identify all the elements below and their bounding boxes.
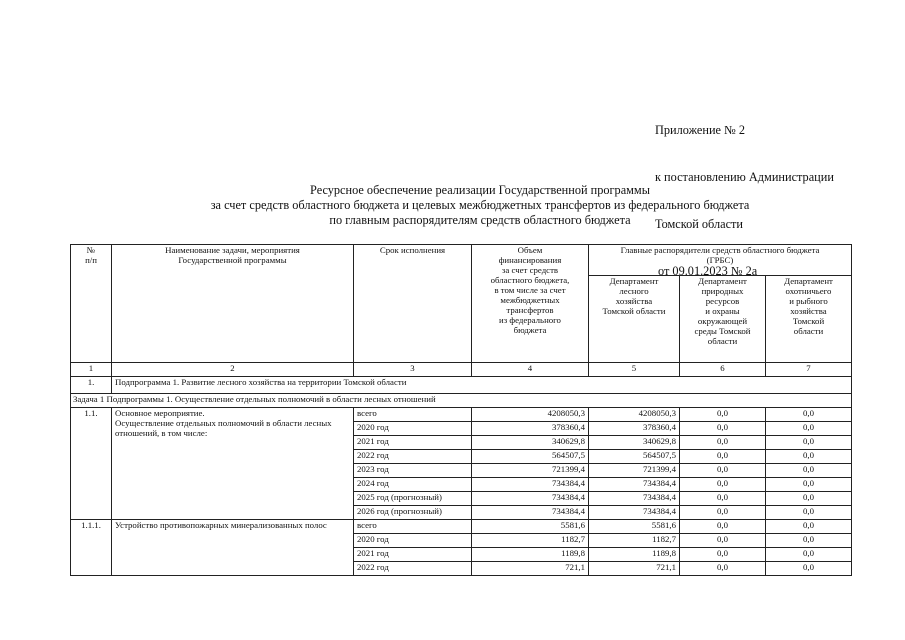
- dept-nature-cell: 0,0: [680, 478, 766, 492]
- dept-hunting-cell: 0,0: [766, 422, 852, 436]
- dept-nature-cell: 0,0: [680, 408, 766, 422]
- column-number: 4: [472, 363, 589, 377]
- subprogram-num: 1.: [71, 377, 112, 394]
- dept-forest-cell: 734384,4: [589, 478, 680, 492]
- dept-hunting-cell: 0,0: [766, 534, 852, 548]
- budget-table: [70, 244, 852, 576]
- dept-nature-cell: 0,0: [680, 492, 766, 506]
- dept-hunting-cell: 0,0: [766, 492, 852, 506]
- column-number: 6: [680, 363, 766, 377]
- dept-forest-cell: 721,1: [589, 562, 680, 576]
- dept-hunting-cell: 0,0: [766, 450, 852, 464]
- term-cell: 2022 год: [354, 450, 472, 464]
- volume-cell: 340629,8: [472, 436, 589, 450]
- dept-hunting-cell: 0,0: [766, 562, 852, 576]
- dept-nature-cell: 0,0: [680, 436, 766, 450]
- title-line-2: за счет средств областного бюджета и целевых межбюджетных трансфертов из федерального бюджета: [210, 198, 750, 212]
- dept-nature-cell: 0,0: [680, 506, 766, 520]
- table-row: [71, 408, 852, 422]
- subprogram-row: [71, 377, 852, 394]
- column-number: 1: [71, 363, 112, 377]
- term-cell: 2020 год: [354, 534, 472, 548]
- volume-cell: 564507,5: [472, 450, 589, 464]
- appendix-line-3: Томской области: [655, 216, 743, 231]
- dept-nature-cell: 0,0: [680, 548, 766, 562]
- title-line-3: по главным распорядителям средств областного бюджета: [329, 213, 631, 227]
- dept-hunting-cell: 0,0: [766, 506, 852, 520]
- column-number: 2: [112, 363, 354, 377]
- dept-forest-cell: 340629,8: [589, 436, 680, 450]
- volume-cell: 734384,4: [472, 492, 589, 506]
- dept-forest-cell: 1189,8: [589, 548, 680, 562]
- item-number: 1.1.: [71, 408, 112, 520]
- volume-cell: 734384,4: [472, 478, 589, 492]
- volume-cell: 1182,7: [472, 534, 589, 548]
- column-number: 7: [766, 363, 852, 377]
- column-number: 3: [354, 363, 472, 377]
- dept-nature-cell: 0,0: [680, 450, 766, 464]
- item-name: Устройство противопожарных минерализованных полос: [112, 520, 354, 576]
- dept-nature-cell: 0,0: [680, 562, 766, 576]
- header-dept-hunting: Департамент охотничьего и рыбного хозяйства Томской области: [766, 276, 852, 363]
- dept-forest-cell: 4208050,3: [589, 408, 680, 422]
- header-dept-nature: Департамент природных ресурсов и охраны окружающей среды Томской области: [680, 276, 766, 363]
- header-dept-forest: Департамент лесного хозяйства Томской области: [589, 276, 680, 363]
- item-number: 1.1.1.: [71, 520, 112, 576]
- item-name: Основное мероприятие. Осуществление отдельных полномочий в области лесных отношений, в том числе:: [112, 408, 354, 520]
- volume-cell: 721399,4: [472, 464, 589, 478]
- appendix-line-1: Приложение № 2: [655, 123, 746, 138]
- volume-cell: 721,1: [472, 562, 589, 576]
- header-num: № п/п: [71, 245, 112, 363]
- term-cell: 2020 год: [354, 422, 472, 436]
- subprogram-title: Подпрограмма 1. Развитие лесного хозяйства на территории Томской области: [112, 377, 852, 394]
- dept-forest-cell: 1182,7: [589, 534, 680, 548]
- term-cell: 2023 год: [354, 464, 472, 478]
- dept-hunting-cell: 0,0: [766, 520, 852, 534]
- volume-cell: 4208050,3: [472, 408, 589, 422]
- title-line-1: Ресурсное обеспечение реализации Государственной программы: [310, 183, 650, 197]
- header-name: Наименование задачи, мероприятия Государственной программы: [112, 245, 354, 363]
- dept-hunting-cell: 0,0: [766, 408, 852, 422]
- term-cell: 2021 год: [354, 548, 472, 562]
- dept-hunting-cell: 0,0: [766, 436, 852, 450]
- dept-forest-cell: 564507,5: [589, 450, 680, 464]
- term-cell: всего: [354, 520, 472, 534]
- dept-forest-cell: 734384,4: [589, 506, 680, 520]
- header-volume: Объем финансирования за счет средств областного бюджета, в том числе за счет межбюджетных трансфертов из федерального бюджета: [472, 245, 589, 363]
- task-title: Задача 1 Подпрограммы 1. Осуществление отдельных полномочий в области лесных отношений: [71, 394, 852, 408]
- dept-hunting-cell: 0,0: [766, 478, 852, 492]
- header-term: Срок исполнения: [354, 245, 472, 363]
- table-row: [71, 520, 852, 534]
- term-cell: 2025 год (прогнозный): [354, 492, 472, 506]
- volume-cell: 1189,8: [472, 548, 589, 562]
- task-row: [71, 394, 852, 408]
- term-cell: 2024 год: [354, 478, 472, 492]
- appendix-line-4: от 09.01.2023 № 2а: [658, 263, 758, 278]
- volume-cell: 378360,4: [472, 422, 589, 436]
- column-number-row: [71, 363, 852, 377]
- dept-nature-cell: 0,0: [680, 422, 766, 436]
- dept-nature-cell: 0,0: [680, 464, 766, 478]
- dept-forest-cell: 378360,4: [589, 422, 680, 436]
- dept-nature-cell: 0,0: [680, 534, 766, 548]
- dept-forest-cell: 721399,4: [589, 464, 680, 478]
- volume-cell: 734384,4: [472, 506, 589, 520]
- dept-forest-cell: 734384,4: [589, 492, 680, 506]
- appendix-line-2: к постановлению Администрации: [655, 169, 834, 184]
- dept-nature-cell: 0,0: [680, 520, 766, 534]
- term-cell: 2021 год: [354, 436, 472, 450]
- term-cell: 2022 год: [354, 562, 472, 576]
- volume-cell: 5581,6: [472, 520, 589, 534]
- term-cell: всего: [354, 408, 472, 422]
- dept-forest-cell: 5581,6: [589, 520, 680, 534]
- document-title: [70, 183, 890, 228]
- dept-hunting-cell: 0,0: [766, 548, 852, 562]
- dept-hunting-cell: 0,0: [766, 464, 852, 478]
- column-number: 5: [589, 363, 680, 377]
- term-cell: 2026 год (прогнозный): [354, 506, 472, 520]
- header-grbs: Главные распорядители средств областного бюджета (ГРБС): [589, 245, 852, 276]
